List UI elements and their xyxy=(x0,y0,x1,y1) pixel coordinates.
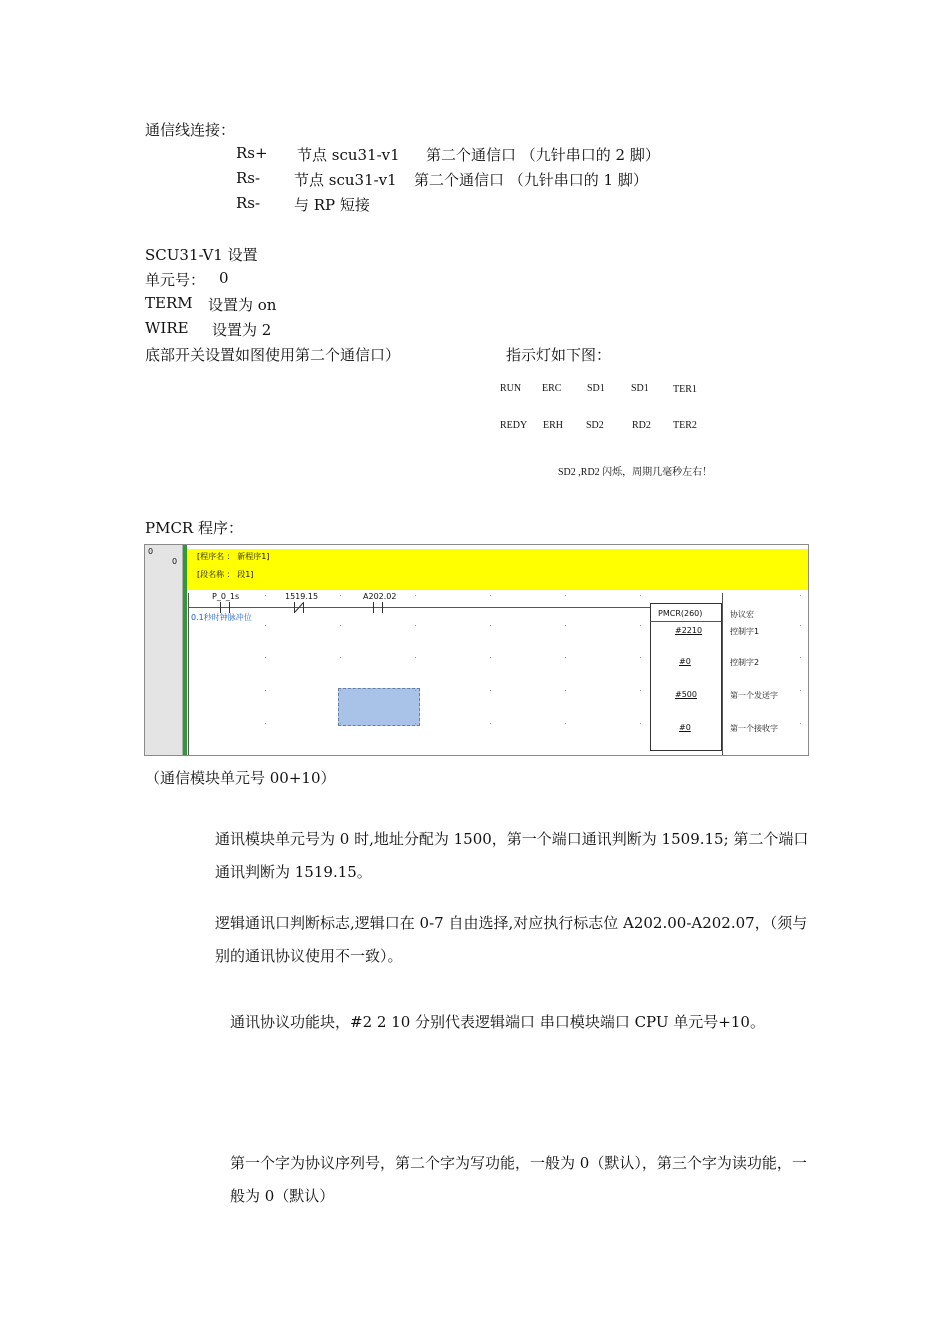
grid-dot xyxy=(565,690,566,691)
grid-dot xyxy=(340,723,341,724)
grid-dot xyxy=(490,723,491,724)
grid-dot xyxy=(415,625,416,626)
paragraph-word-meaning xyxy=(145,1147,810,1213)
pmcr-note-send-word: 第一个发送字 xyxy=(730,691,778,700)
pmcr-operand-1[interactable]: #2210 xyxy=(675,626,703,635)
wire-label: WIRE xyxy=(145,319,189,337)
wiring-row-2-node: 节点 scu31-v1 xyxy=(294,171,397,189)
contact-2-nc-slash xyxy=(294,602,304,613)
pmcr-note-receive-word: 第一个接收字 xyxy=(730,724,778,733)
ladder-row-index: 0 xyxy=(148,547,154,556)
indicator-ter1: TER1 xyxy=(673,384,697,395)
grid-dot xyxy=(800,690,801,691)
paragraph-1-text: 通讯模块单元号为 0 时,地址分配为 1500，第一个端口通讯判断为 1509.15; 第二个端口通讯判断为 1519.15。 xyxy=(215,830,809,881)
grid-dot xyxy=(265,657,266,658)
grid-dot xyxy=(415,690,416,691)
wiring-row-3-node: 与 RP 短接 xyxy=(294,196,370,214)
ladder-header-band xyxy=(187,549,808,590)
grid-dot xyxy=(490,657,491,658)
unit-number-value: 0 xyxy=(219,269,229,287)
pmcr-box-divider xyxy=(650,621,721,622)
term-value: 设置为 on xyxy=(208,296,277,314)
grid-dot xyxy=(800,723,801,724)
grid-dot xyxy=(265,625,266,626)
grid-dot xyxy=(640,595,641,596)
grid-dot xyxy=(565,595,566,596)
paragraph-4-text: 第一个字为协议序列号，第二个字为写功能，一般为 0（默认），第三个字为读功能，一般为 0（默认） xyxy=(230,1154,807,1205)
wiring-row-1-node: 节点 scu31-v1 xyxy=(297,146,400,164)
grid-dot xyxy=(265,723,266,724)
indicator-rd2: RD2 xyxy=(632,420,651,431)
indicator-sd1-b: SD1 xyxy=(631,383,649,394)
wiring-row-2-port: 第二个通信口 （九针串口的 1 脚） xyxy=(414,171,648,189)
grid-dot xyxy=(340,690,341,691)
grid-dot xyxy=(640,723,641,724)
contact-2-label: 1519.15 xyxy=(285,592,319,601)
ladder-step-index: 0 xyxy=(172,557,178,566)
ladder-section-name: [段名称 ： 段1] xyxy=(197,570,254,579)
contact-3-label: A202.02 xyxy=(363,592,397,601)
unit-number-label: 单元号： xyxy=(145,271,206,289)
indicator-sd2: SD2 xyxy=(586,420,604,431)
grid-dot xyxy=(340,625,341,626)
indicator-erh: ERH xyxy=(543,420,563,431)
switch-setting-text: 底部开关设置如图使用第二个通信口） xyxy=(145,346,401,364)
wiring-row-1-port: 第二个通信口 （九针串口的 2 脚） xyxy=(426,146,660,164)
grid-dot xyxy=(565,625,566,626)
indicator-caption: 指示灯如下图： xyxy=(506,346,612,364)
wiring-heading: 通信线连接： xyxy=(145,121,236,139)
indicator-note: SD2 ,RD2 闪烁，周期几毫秒左右！ xyxy=(558,467,713,478)
contact-3-right-bar[interactable] xyxy=(382,602,383,613)
pmcr-heading: PMCR 程序： xyxy=(145,519,243,537)
indicator-ter2: TER2 xyxy=(673,420,697,431)
grid-dot xyxy=(640,657,641,658)
contact-1-label: P_0_1s xyxy=(212,592,240,601)
ladder-program-name: [程序名 ： 新程序1] xyxy=(197,552,270,561)
scu-settings-title: SCU31-V1 设置 xyxy=(145,246,258,264)
grid-dot xyxy=(800,657,801,658)
grid-dot xyxy=(640,625,641,626)
grid-dot xyxy=(340,657,341,658)
grid-dot xyxy=(565,657,566,658)
ladder-diagram xyxy=(144,544,809,756)
pmcr-caption: （通信模块单元号 00+10） xyxy=(145,769,336,787)
ladder-right-rail xyxy=(722,593,723,755)
ladder-gutter xyxy=(145,545,183,755)
paragraph-logic-port xyxy=(145,907,810,973)
grid-dot xyxy=(490,690,491,691)
grid-dot xyxy=(415,723,416,724)
grid-dot xyxy=(490,595,491,596)
grid-dot xyxy=(265,690,266,691)
pmcr-note-control-1: 控制字1 xyxy=(730,627,760,636)
ladder-selection-cursor[interactable] xyxy=(338,688,420,726)
pmcr-operand-3[interactable]: #500 xyxy=(675,690,697,699)
paragraph-protocol-block xyxy=(145,1006,810,1039)
pmcr-operand-4[interactable]: #0 xyxy=(679,723,691,732)
ladder-rung xyxy=(188,607,650,608)
grid-dot xyxy=(490,625,491,626)
wiring-row-3-signal: Rs- xyxy=(236,194,261,212)
wiring-row-2-signal: Rs- xyxy=(236,169,261,187)
grid-dot xyxy=(415,657,416,658)
ladder-left-rail xyxy=(188,593,189,755)
grid-dot xyxy=(565,723,566,724)
paragraph-address-allocation xyxy=(145,823,810,889)
grid-dot xyxy=(265,595,266,596)
indicator-redy: REDY xyxy=(500,420,528,431)
grid-dot xyxy=(800,625,801,626)
indicator-erc: ERC xyxy=(542,383,562,394)
paragraph-2-text: 逻辑通讯口判断标志,逻辑口在 0-7 自由选择,对应执行标志位 A202.00-A202.07，（须与别的通讯协议使用不一致）。 xyxy=(215,914,808,965)
indicator-run: RUN xyxy=(500,383,522,394)
pmcr-operand-2[interactable]: #0 xyxy=(679,657,691,666)
pmcr-note-control-2: 控制字2 xyxy=(730,658,760,667)
grid-dot xyxy=(415,595,416,596)
contact-3-left-bar[interactable] xyxy=(373,602,374,613)
indicator-sd1-a: SD1 xyxy=(587,383,605,394)
wire-value: 设置为 2 xyxy=(212,321,272,339)
pmcr-instruction-name: PMCR(260) xyxy=(658,609,703,618)
contact-1-comment: 0.1秒时钟脉冲位 xyxy=(191,613,252,622)
grid-dot xyxy=(800,595,801,596)
grid-dot xyxy=(340,595,341,596)
grid-dot xyxy=(640,690,641,691)
pmcr-note-protocol: 协议宏 xyxy=(730,610,754,619)
term-label: TERM xyxy=(145,294,193,312)
wiring-row-1-signal: Rs+ xyxy=(236,144,268,162)
paragraph-3-text: 通讯协议功能块，#2 2 10 分别代表逻辑端口 串口模块端口 CPU 单元号+10。 xyxy=(230,1013,765,1031)
